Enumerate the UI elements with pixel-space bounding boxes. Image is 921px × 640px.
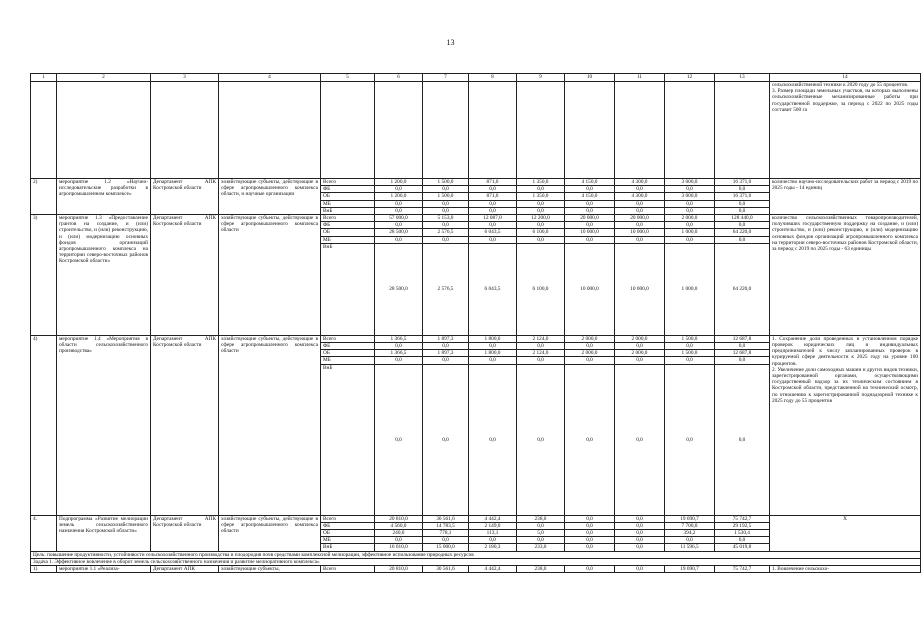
funding-source: ОБ (321, 350, 375, 357)
amount-cell: 4 300,0 (615, 179, 665, 186)
empty-cell (715, 82, 770, 179)
amount-cell: 113,1 (469, 530, 517, 537)
expected-result: Х (770, 515, 921, 551)
amount-cell: 0,0 (565, 186, 615, 193)
column-number: 9 (517, 74, 565, 82)
empty-cell (57, 82, 151, 179)
column-number: 13 (715, 74, 770, 82)
block-participants: хозяйствующие субъекты, действующие в сфере агропромышленного комплекса области (219, 515, 321, 551)
amount-cell: 0,0 (665, 207, 715, 214)
amount-cell: 4 300,0 (615, 193, 665, 200)
amount-cell: 0,0 (375, 364, 423, 515)
block-executor: Департамент АПК Костромской области (151, 179, 219, 215)
amount-cell: 1 500,0 (423, 193, 469, 200)
amount-cell: 1 530,4 (715, 530, 770, 537)
amount-cell: 0,0 (423, 357, 469, 364)
amount-cell: 0,0 (423, 236, 469, 243)
amount-cell: 0,0 (565, 200, 615, 207)
amount-cell: 0,0 (615, 200, 665, 207)
budget-row (31, 515, 921, 522)
amount-cell: 6 100,0 (517, 243, 565, 335)
amount-cell: 75 742,7 (715, 566, 770, 573)
amount-cell: 0,0 (517, 343, 565, 350)
block-num: 3) (31, 215, 57, 336)
amount-cell: 1 897,3 (423, 335, 469, 342)
block-num: 4) (31, 335, 57, 515)
budget-row (31, 566, 921, 573)
funding-source: ФБ (321, 222, 375, 229)
amount-cell: 0,0 (423, 200, 469, 207)
amount-cell: 0,0 (517, 236, 565, 243)
amount-cell: 394,2 (665, 530, 715, 537)
column-header-row (31, 74, 921, 82)
amount-cell: 0,0 (565, 522, 615, 529)
amount-cell: 1 350,0 (517, 179, 565, 186)
amount-cell: 0,0 (665, 236, 715, 243)
last-row-participants: хозяйствующие субъекты, (219, 566, 321, 573)
top-note: сельскохозяйственной техники к 2020 году до 55 процентов. 3. Размер площади земельных участков, на которых выполнены сельскохозяйственные механизированные работы при государственной поддержке, за период с 2022 по 2025 годы составит 500 га (770, 82, 921, 179)
funding-source: МБ (321, 537, 375, 544)
column-number: 10 (565, 74, 615, 82)
amount-cell: 16 010,0 (375, 544, 423, 551)
amount-cell: 871,0 (469, 179, 517, 186)
amount-cell: 1 000,0 (665, 243, 715, 335)
amount-cell: 0,0 (375, 357, 423, 364)
amount-cell: 0,0 (665, 222, 715, 229)
empty-cell (31, 82, 57, 179)
amount-cell: 0,0 (665, 357, 715, 364)
amount-cell: 4 442,4 (469, 515, 517, 522)
amount-cell: 2 000,0 (615, 350, 665, 357)
amount-cell: 2 124,0 (517, 350, 565, 357)
amount-cell: 4 150,0 (565, 179, 615, 186)
block-participants: хозяйствующие субъекты, действующие в сфере агропромышленного комплекса области, и научные организации (219, 179, 321, 215)
amount-cell: 19 690,7 (665, 515, 715, 522)
funding-source: Всего (321, 215, 375, 222)
amount-cell: 0,0 (615, 522, 665, 529)
amount-cell: 0,0 (715, 364, 770, 515)
amount-cell: 0,0 (615, 566, 665, 573)
amount-cell: 0,0 (423, 186, 469, 193)
expected-result: количество научно-исследовательских работ за период с 2019 по 2025 годы - 14 единиц (770, 179, 921, 215)
amount-cell: 0,0 (715, 537, 770, 544)
continuation-row (31, 82, 921, 179)
goal-row-text: Цель: повышение продуктивности, устойчивости сельскохозяйственного производства и плодородия почв средствами комплексной мелиорации, эффективное использование природных ресурсов (31, 551, 921, 558)
amount-cell: 6 100,0 (517, 229, 565, 236)
amount-cell: 15 000,0 (423, 544, 469, 551)
amount-cell: 0,0 (565, 544, 615, 551)
funding-source: ОБ (321, 229, 375, 236)
amount-cell: 75 742,7 (715, 515, 770, 522)
funding-source: ФБ (321, 343, 375, 350)
amount-cell: 10 000,0 (615, 229, 665, 236)
amount-cell: 0,0 (615, 207, 665, 214)
budget-row (31, 215, 921, 222)
amount-cell: 1 800,0 (469, 335, 517, 342)
amount-cell: 4 560,0 (375, 522, 423, 529)
last-row-name: мероприятие 1.1 «Реализа- (57, 566, 151, 573)
block-executor: Департамент АПК Костромской области (151, 335, 219, 515)
expected-result: количество сельскохозяйственных товаропроизводителей, получивших государственную поддержку на создание, и (или) строительство, и (или) реконструкцию, и (или) модернизацию основных фондов организаций агропромышленного комплекса на территории северо-восточных районов Костромской области, за период с 2019 по 2025 годы - 63 единицы (770, 215, 921, 336)
expected-result: 1. Сохранение доли проведенных в установленном порядке проверок юридических лиц и индивидуальных предпринимателей к числу запланированных проверок в курируемой сфере деятельности к 2025 году на уровне 100 процентов. 2. Увеличение доли самоходных машин и других видов техники, зарегистрированной органами, осуществляющими государственный надзор за их техническим состоянием в Костромской области, представленной на технический осмотр, по отношению к зарегистрированной поднадзорной технике к 2025 году до 55 процентов (770, 335, 921, 515)
amount-cell: 0,0 (469, 222, 517, 229)
amount-cell: 2 576,5 (423, 229, 469, 236)
amount-cell: 0,0 (469, 343, 517, 350)
empty-cell (469, 82, 517, 179)
amount-cell: 1 366,5 (375, 335, 423, 342)
amount-cell: 0,0 (565, 207, 615, 214)
last-row-src: Всего (321, 566, 375, 573)
empty-cell (151, 82, 219, 179)
amount-cell: 1 897,3 (423, 350, 469, 357)
block-name: мероприятие 1.4 «Мероприятия в области сельскохозяйственного производства» (57, 335, 151, 515)
column-number: 12 (665, 74, 715, 82)
amount-cell: 0,0 (517, 207, 565, 214)
amount-cell: 0,0 (517, 186, 565, 193)
amount-cell: 2 149,0 (469, 522, 517, 529)
column-number: 8 (469, 74, 517, 82)
page-number: 13 (446, 38, 455, 47)
amount-cell: 238,0 (517, 566, 565, 573)
funding-source: Всего (321, 179, 375, 186)
amount-cell: 0,0 (665, 186, 715, 193)
amount-cell: 28 500,0 (375, 243, 423, 335)
amount-cell: 233,0 (517, 544, 565, 551)
funding-source: Всего (321, 515, 375, 522)
amount-cell: 0,0 (517, 537, 565, 544)
amount-cell: 0,0 (715, 357, 770, 364)
column-number: 4 (219, 74, 321, 82)
amount-cell: 0,0 (615, 357, 665, 364)
amount-cell: 0,0 (565, 222, 615, 229)
amount-cell: 0,0 (469, 207, 517, 214)
amount-cell: 0,0 (565, 364, 615, 515)
amount-cell: 0,0 (469, 236, 517, 243)
funding-source: ФБ (321, 186, 375, 193)
amount-cell: 0,0 (665, 537, 715, 544)
amount-cell: 0,0 (615, 343, 665, 350)
amount-cell: 1 500,0 (665, 335, 715, 342)
amount-cell: 0,0 (469, 200, 517, 207)
amount-cell: 1 800,0 (469, 350, 517, 357)
amount-cell: 30 561,6 (423, 566, 469, 573)
amount-cell: 0,0 (715, 236, 770, 243)
empty-cell (565, 82, 615, 179)
amount-cell: 0,0 (665, 364, 715, 515)
amount-cell: 0,0 (715, 186, 770, 193)
amount-cell: 0,0 (469, 357, 517, 364)
amount-cell: 12 687,8 (715, 335, 770, 342)
amount-cell: 0,0 (665, 343, 715, 350)
amount-cell: 2 000,0 (665, 215, 715, 222)
empty-cell (423, 82, 469, 179)
budget-table (30, 73, 921, 573)
block-num: 4. (31, 515, 57, 551)
funding-source: ОБ (321, 530, 375, 537)
amount-cell: 778,1 (423, 530, 469, 537)
funding-source: Всего (321, 335, 375, 342)
budget-row (31, 335, 921, 342)
amount-cell: 16 371,0 (715, 179, 770, 186)
empty-cell (375, 82, 423, 179)
amount-cell: 0,0 (423, 222, 469, 229)
amount-cell: 0,0 (517, 357, 565, 364)
amount-cell: 16 371,0 (715, 193, 770, 200)
amount-cell: 0,0 (517, 222, 565, 229)
amount-cell: 0,0 (565, 515, 615, 522)
amount-cell: 0,0 (565, 537, 615, 544)
amount-cell: 20 000,0 (565, 215, 615, 222)
amount-cell: 64 220,0 (715, 229, 770, 236)
column-number: 5 (321, 74, 375, 82)
amount-cell: 871,0 (469, 193, 517, 200)
amount-cell: 20 810,0 (375, 566, 423, 573)
amount-cell: 0,0 (517, 522, 565, 529)
amount-cell: 12 200,0 (517, 215, 565, 222)
amount-cell: 1 200,0 (375, 193, 423, 200)
amount-cell: 0,0 (423, 207, 469, 214)
amount-cell: 20 810,0 (375, 515, 423, 522)
funding-source: ФБ (321, 522, 375, 529)
task-row-text: Задача 1. Эффективное вовлечение в оборот земель сельскохозяйственного назначения и развитие мелиоративного комплекса» (31, 558, 921, 565)
column-number: 11 (615, 74, 665, 82)
amount-cell: 0,0 (375, 200, 423, 207)
amount-cell: 2 000,0 (565, 335, 615, 342)
amount-cell: 2 180,3 (469, 544, 517, 551)
amount-cell: 2 000,0 (615, 335, 665, 342)
amount-cell: 6 043,5 (469, 229, 517, 236)
amount-cell: 10 000,0 (615, 243, 665, 335)
last-row-result: 1. Вовлечение сельскохо- (770, 566, 921, 573)
amount-cell: 12 687,8 (715, 350, 770, 357)
amount-cell: 3 000,0 (665, 193, 715, 200)
amount-cell: 0,0 (565, 236, 615, 243)
amount-cell: 128 440,0 (715, 215, 770, 222)
amount-cell: 19 690,7 (665, 566, 715, 573)
funding-source: МБ (321, 200, 375, 207)
amount-cell: 1 350,0 (517, 193, 565, 200)
amount-cell: 0,0 (375, 236, 423, 243)
amount-cell: 10 000,0 (565, 243, 615, 335)
column-number: 3 (151, 74, 219, 82)
amount-cell: 11 596,5 (665, 544, 715, 551)
amount-cell: 20 000,0 (615, 215, 665, 222)
amount-cell: 5,0 (517, 530, 565, 537)
column-number: 14 (770, 74, 921, 82)
block-name: Подпрограмма «Развитие мелиорации земель сельскохозяйственного назначения Костромской области» (57, 515, 151, 551)
amount-cell: 10 000,0 (565, 229, 615, 236)
empty-cell (665, 82, 715, 179)
amount-cell: 0,0 (615, 515, 665, 522)
amount-cell: 0,0 (565, 530, 615, 537)
amount-cell: 0,0 (565, 343, 615, 350)
block-participants: хозяйствующие субъекты, действующие в сфере агропромышленного комплекса области (219, 335, 321, 515)
amount-cell: 4 150,0 (565, 193, 615, 200)
last-row-num: 1) (31, 566, 57, 573)
amount-cell: 0,0 (375, 537, 423, 544)
column-number: 6 (375, 74, 423, 82)
amount-cell: 45 019,8 (715, 544, 770, 551)
funding-source: МБ (321, 357, 375, 364)
empty-cell (517, 82, 565, 179)
amount-cell: 0,0 (469, 364, 517, 515)
funding-source: МБ (321, 236, 375, 243)
amount-cell: 0,0 (469, 186, 517, 193)
amount-cell: 0,0 (715, 343, 770, 350)
amount-cell: 2 124,0 (517, 335, 565, 342)
amount-cell: 3 000,0 (665, 179, 715, 186)
amount-cell: 0,0 (423, 343, 469, 350)
amount-cell: 57 000,0 (375, 215, 423, 222)
amount-cell: 0,0 (715, 222, 770, 229)
amount-cell: 1 366,5 (375, 350, 423, 357)
amount-cell: 1 500,0 (665, 350, 715, 357)
amount-cell: 0,0 (615, 537, 665, 544)
block-executor: Департамент АПК Костромской области (151, 515, 219, 551)
amount-cell: 1 500,0 (423, 179, 469, 186)
amount-cell: 0,0 (565, 357, 615, 364)
funding-source: ВнБ (321, 544, 375, 551)
amount-cell: 1 000,0 (665, 229, 715, 236)
last-row-executor: Департамент АПК (151, 566, 219, 573)
amount-cell: 0,0 (375, 222, 423, 229)
amount-cell: 0,0 (375, 343, 423, 350)
amount-cell: 30 561,6 (423, 515, 469, 522)
amount-cell: 29 192,5 (715, 522, 770, 529)
amount-cell: 240,0 (375, 530, 423, 537)
column-number: 2 (57, 74, 151, 82)
amount-cell: 0,0 (665, 200, 715, 207)
amount-cell: 0,0 (565, 566, 615, 573)
amount-cell: 0,0 (517, 200, 565, 207)
column-number: 1 (31, 74, 57, 82)
amount-cell: 0,0 (615, 186, 665, 193)
block-num: 2) (31, 179, 57, 215)
amount-cell: 0,0 (375, 207, 423, 214)
amount-cell: 5 153,0 (423, 215, 469, 222)
amount-cell: 28 500,0 (375, 229, 423, 236)
empty-cell (219, 82, 321, 179)
goal-row (31, 551, 921, 558)
amount-cell: 0,0 (715, 207, 770, 214)
task-row (31, 558, 921, 565)
block-participants: хозяйствующие субъекты, действующие в сфере агропромышленного комплекса области (219, 215, 321, 336)
amount-cell: 64 220,0 (715, 243, 770, 335)
amount-cell: 0,0 (423, 364, 469, 515)
block-executor: Департамент АПК Костромской области (151, 215, 219, 336)
funding-source: ОБ (321, 193, 375, 200)
amount-cell: 0,0 (615, 544, 665, 551)
amount-cell: 14 783,5 (423, 522, 469, 529)
amount-cell: 0,0 (615, 364, 665, 515)
column-number: 7 (423, 74, 469, 82)
funding-source: ВнБ (321, 207, 375, 214)
block-name: мероприятие 1.3 «Предоставление грантов на создание, и (или) строительство, и (или) реконструкцию, и (или) модернизацию основных фондов организаций агропромышленного комплекса на территории северо-восточных районов Костромской области» (57, 215, 151, 336)
amount-cell: 0,0 (423, 537, 469, 544)
amount-cell: 0,0 (375, 186, 423, 193)
amount-cell: 2 000,0 (565, 350, 615, 357)
amount-cell: 12 087,0 (469, 215, 517, 222)
empty-cell (615, 82, 665, 179)
amount-cell: 6 043,5 (469, 243, 517, 335)
funding-source: ВнБ (321, 243, 375, 335)
amount-cell: 0,0 (615, 530, 665, 537)
funding-source: ВнБ (321, 364, 375, 515)
amount-cell: 0,0 (715, 200, 770, 207)
empty-cell (321, 82, 375, 179)
block-name: мероприятие 1.2 «Научно-исследовательские разработки в агропромышленном комплексе» (57, 179, 151, 215)
amount-cell: 0,0 (615, 236, 665, 243)
amount-cell: 4 442,4 (469, 566, 517, 573)
amount-cell: 7 700,0 (665, 522, 715, 529)
amount-cell: 2 576,5 (423, 243, 469, 335)
amount-cell: 0,0 (517, 364, 565, 515)
amount-cell: 238,0 (517, 515, 565, 522)
budget-row (31, 179, 921, 186)
amount-cell: 0,0 (469, 537, 517, 544)
amount-cell: 1 200,0 (375, 179, 423, 186)
amount-cell: 0,0 (615, 222, 665, 229)
